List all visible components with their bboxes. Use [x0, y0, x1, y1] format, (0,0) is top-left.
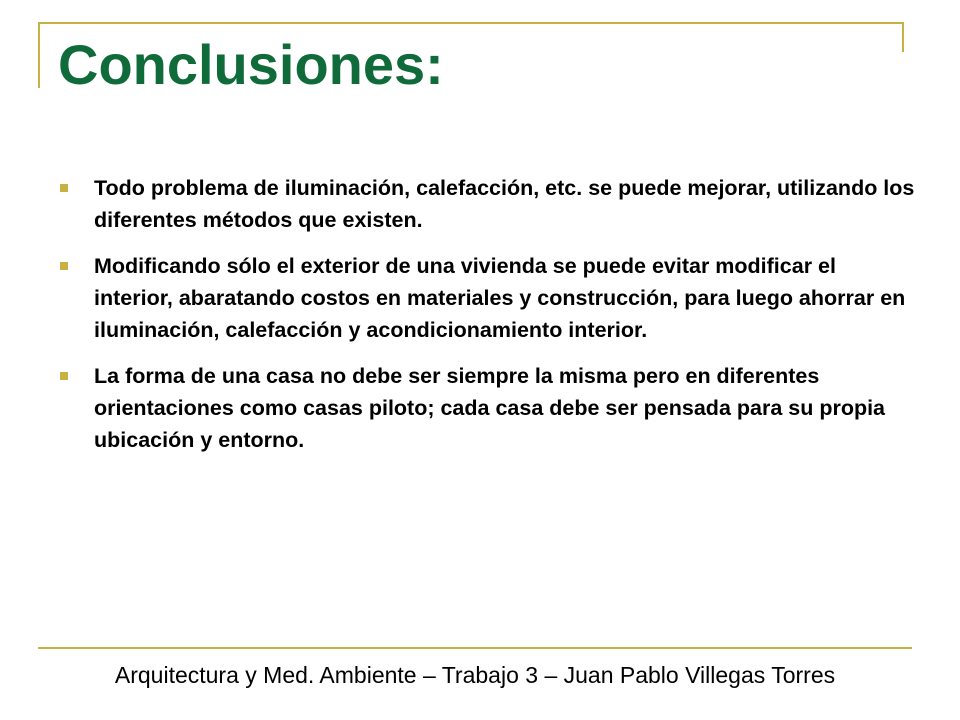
- footer-rule: [38, 647, 912, 649]
- square-bullet-icon: [60, 184, 68, 192]
- bullet-list: [58, 172, 918, 470]
- bullet-item: [58, 250, 918, 346]
- square-bullet-icon: [60, 372, 68, 380]
- bullet-item: [58, 172, 918, 236]
- bullet-text: Modificando sólo el exterior de una vivienda se puede evitar modificar el interior, abaratando costos en materiales y construcción, para luego ahorrar en iluminación, calefacción y acondicionamiento interior.: [94, 254, 906, 342]
- right-rule: [902, 22, 904, 52]
- left-rule: [38, 22, 40, 88]
- bullet-text: Todo problema de iluminación, calefacción, etc. se puede mejorar, utilizando los diferentes métodos que existen.: [94, 176, 915, 232]
- slide-title: Conclusiones:: [58, 33, 444, 96]
- square-bullet-icon: [60, 262, 68, 270]
- footer-text: Arquitectura y Med. Ambiente – Trabajo 3 – Juan Pablo Villegas Torres: [114, 662, 836, 688]
- top-rule: [38, 22, 904, 24]
- bullet-text: La forma de una casa no debe ser siempre la misma pero en diferentes orientaciones como casas piloto; cada casa debe ser pensada para su propia ubicación y entorno.: [94, 364, 886, 452]
- bullet-item: [58, 360, 918, 456]
